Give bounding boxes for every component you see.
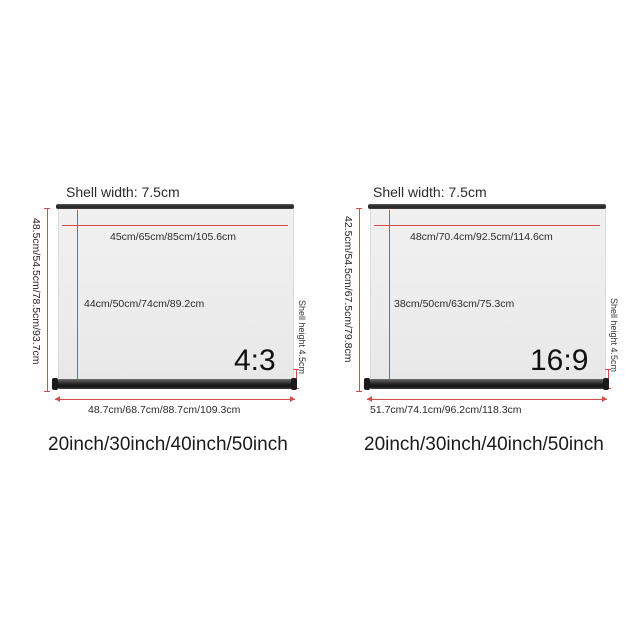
- height-total-tick-bottom: [356, 391, 362, 392]
- bottom-width-arrow-left: [367, 396, 372, 402]
- bottom-bar-cap-right: [603, 378, 609, 390]
- height-total-tick-bottom: [44, 391, 50, 392]
- aspect-ratio-label: 4:3: [234, 344, 276, 377]
- height-inner-label: 44cm/50cm/74cm/89.2cm: [84, 298, 205, 310]
- bottom-width-arrow-right: [602, 396, 607, 402]
- height-inner-label: 38cm/50cm/63cm/75.3cm: [394, 298, 515, 310]
- bottom-bar-cap-right: [291, 378, 297, 390]
- shell-width-label: Shell width: 7.5cm: [66, 184, 180, 200]
- bottom-width-label: 51.7cm/74.1cm/96.2cm/118.3cm: [370, 404, 522, 416]
- bottom-bar: [367, 379, 607, 389]
- bottom-bar-cap-left: [364, 378, 370, 390]
- width-inner-line: [374, 225, 600, 226]
- bottom-width-arrow-right: [290, 396, 295, 402]
- bottom-width-arrow-left: [55, 396, 60, 402]
- bottom-bar: [55, 379, 295, 389]
- width-inner-line: [62, 225, 288, 226]
- height-total-label: 48.5cm/54.5cm/78.5cm/93.7cm: [30, 218, 42, 365]
- bottom-width-label: 48.7cm/68.7cm/88.7cm/109.3cm: [88, 404, 241, 416]
- bottom-width-line: [367, 399, 607, 400]
- height-total-label: 42.5cm/54.5cm/67.5cm/79.8cm: [342, 216, 354, 363]
- height-total-line: [359, 208, 360, 392]
- top-bar: [368, 204, 606, 209]
- shell-height-label: Shell height 4.5cm: [609, 298, 619, 373]
- sizes-label: 20inch/30inch/40inch/50inch: [48, 434, 288, 455]
- height-total-tick-top: [356, 208, 362, 209]
- screen-diagram-16-9: [312, 0, 632, 640]
- height-inner-line: [389, 210, 390, 380]
- sizes-label: 20inch/30inch/40inch/50inch: [364, 434, 604, 455]
- aspect-ratio-label: 16:9: [530, 344, 589, 377]
- width-inner-label: 48cm/70.4cm/92.5cm/114.6cm: [410, 231, 553, 243]
- shell-height-label: Shell height 4.5cm: [297, 300, 307, 375]
- height-total-line: [47, 208, 48, 392]
- top-bar: [56, 204, 294, 209]
- bottom-width-line: [55, 399, 295, 400]
- height-total-tick-top: [44, 208, 50, 209]
- height-inner-line: [77, 210, 78, 380]
- shell-width-label: Shell width: 7.5cm: [373, 184, 487, 200]
- width-inner-label: 45cm/65cm/85cm/105.6cm: [110, 231, 237, 243]
- bottom-bar-cap-left: [52, 378, 58, 390]
